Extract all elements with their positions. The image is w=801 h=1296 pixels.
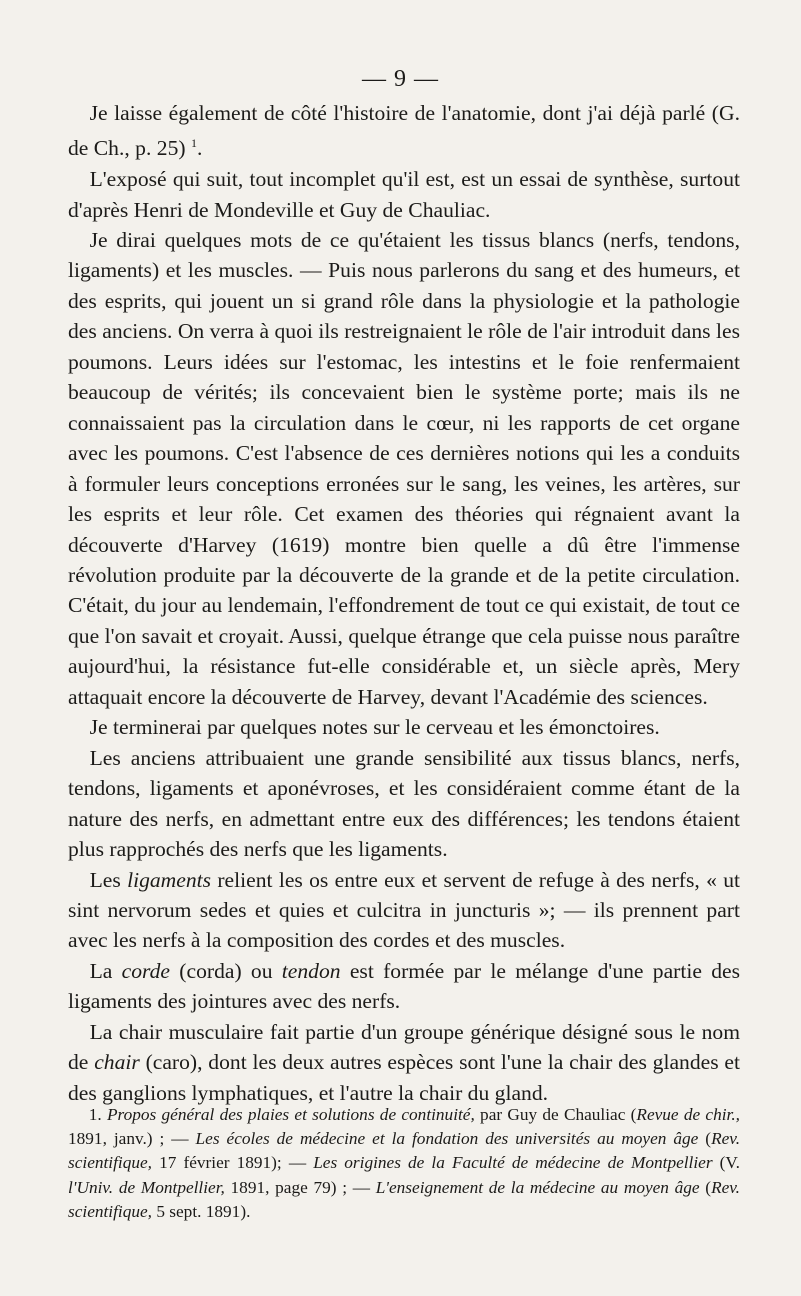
term-chair: chair (94, 1050, 140, 1075)
footnotes (68, 1103, 740, 1224)
footnote-1 (68, 1103, 740, 1224)
page-number: — 9 — (362, 66, 439, 92)
footnote-text-7: ( (699, 1177, 712, 1197)
paragraph-8 (68, 1017, 740, 1108)
paragraph-1-end: . (196, 136, 203, 161)
paragraph-2: L'exposé qui suit, tout incomplet qu'il est, est un essai de synthèse, surtout d'après Henri de Mondeville et Guy de Chauliac. (68, 167, 740, 222)
paragraph-3: Je dirai quelques mots de ce qu'étaient les tissus blancs (nerfs, tendons, ligaments) et les muscles. — Puis nous parlerons du sang et des humeurs, et des esprits, qui jouent un si grand rôle dans la physiologie et la pathologie des anciens. On verra à quoi ils restreignaient le rôle de l'air introduit dans les poumons. Leurs idées sur l'estomac, les intestins et le foie renfermaient beaucoup de vérités; ils concevaient bien le système porte; mais ils ne connaissaient pas la circulation dans le cœur, ni les rapports de cet organe avec les poumons. C'est l'absence de ces dernières notions qui les a conduits à formuler leurs conceptions erronées sur le sang, les veines, les artères, sur les esprits et leur rôle. Cet examen des théories qui régnaient avant la découverte d'Harvey (1619) montre bien quelle a dû être l'immense révolution produite par la découverte de la grande et de la petite circulation. C'était, du jour au lendemain, l'effondrement de tout ce qui existait, de tout ce que l'on savait et croyait. Aussi, quelque étrange que cela puisse nous paraître aujourd'hui, la résistance fut-elle considérable et, un siècle après, Mery attaquait encore la découverte de Harvey, devant l'Académie des sciences. (68, 228, 740, 709)
paragraph-8-text-b: (caro), dont les deux autres espèces sont l'une la chair des glandes et des ganglions lymphatiques, et l'autre la chair du gland. (68, 1050, 741, 1105)
paragraph-6-text-b: relient les os entre eux et servent de refuge à des nerfs, « ut sint nervorum sedes et quies et culcitra in juncturis »; — ils prennent part avec les nerfs à la composition des cordes et des muscles. (68, 867, 740, 953)
paragraph-7-text-b: (corda) ou (170, 958, 282, 983)
paragraph-7-text-c: est formée par le mélange d'une partie des ligaments des jointures avec des nerfs. (68, 958, 740, 1014)
footnote-text-3: ( (698, 1129, 712, 1149)
footnote-title-2: Les écoles de médecine et la fondation des universités au moyen âge (195, 1129, 699, 1149)
paragraph-6 (68, 865, 740, 956)
paragraph-1 (68, 98, 740, 164)
term-corde: corde (121, 958, 171, 983)
footnote-journal-2: Rev. scientifique, (68, 1129, 741, 1173)
paragraph-7-text-a: La (89, 958, 122, 983)
term-ligaments: ligaments (127, 867, 212, 892)
footnote-text-6: 1891, page 79) ; — (224, 1177, 376, 1197)
paragraph-7 (68, 956, 740, 1017)
paragraph-4: Je terminerai par quelques notes sur le cerveau et les émonctoires. (89, 715, 660, 740)
footnote-journal-4: Rev. scientifique, (68, 1177, 740, 1221)
footnote-text-8: 5 sept. 1891). (152, 1201, 251, 1221)
footnote-reference: 1 (190, 136, 197, 151)
footnote-title-1: Propos général des plaies et solutions de continuité, (106, 1105, 475, 1124)
footnote-journal-3: l'Univ. de Montpellier, (68, 1177, 225, 1197)
main-text (68, 98, 740, 1108)
footnote-text-2: 1891, janv.) ; — (68, 1129, 196, 1149)
footnote-text-4: 17 février 1891); — (152, 1153, 314, 1173)
paragraph-8-text-a: La chair musculaire fait partie d'un groupe générique désigné sous le nom de (68, 1019, 740, 1075)
paragraph-1-text: Je laisse également de côté l'histoire de l'anatomie, dont j'ai déjà parlé (G. de Ch., p. 25) (68, 101, 740, 161)
footnote-number: 1. (88, 1105, 102, 1124)
term-tendon: tendon (281, 958, 341, 983)
paragraph-5: Les anciens attribuaient une grande sensibilité aux tissus blancs, nerfs, tendons, ligaments et aponévroses, et les considéraient comme étant de la nature des nerfs, en admettant entre eux des différences; les tendons étaient plus rapprochés des nerfs que les ligaments. (68, 745, 740, 862)
paragraph-6-text-a: Les (89, 867, 128, 892)
footnote-text-1: par Guy de Chauliac ( (474, 1105, 637, 1124)
footnote-journal-1: Revue de chir., (636, 1105, 740, 1124)
footnote-text-5: (V. (712, 1153, 740, 1173)
footnote-title-4: L'enseignement de la médecine au moyen âge (375, 1177, 700, 1197)
footnote-title-3: Les origines de la Faculté de médecine de Montpellier (313, 1153, 713, 1173)
